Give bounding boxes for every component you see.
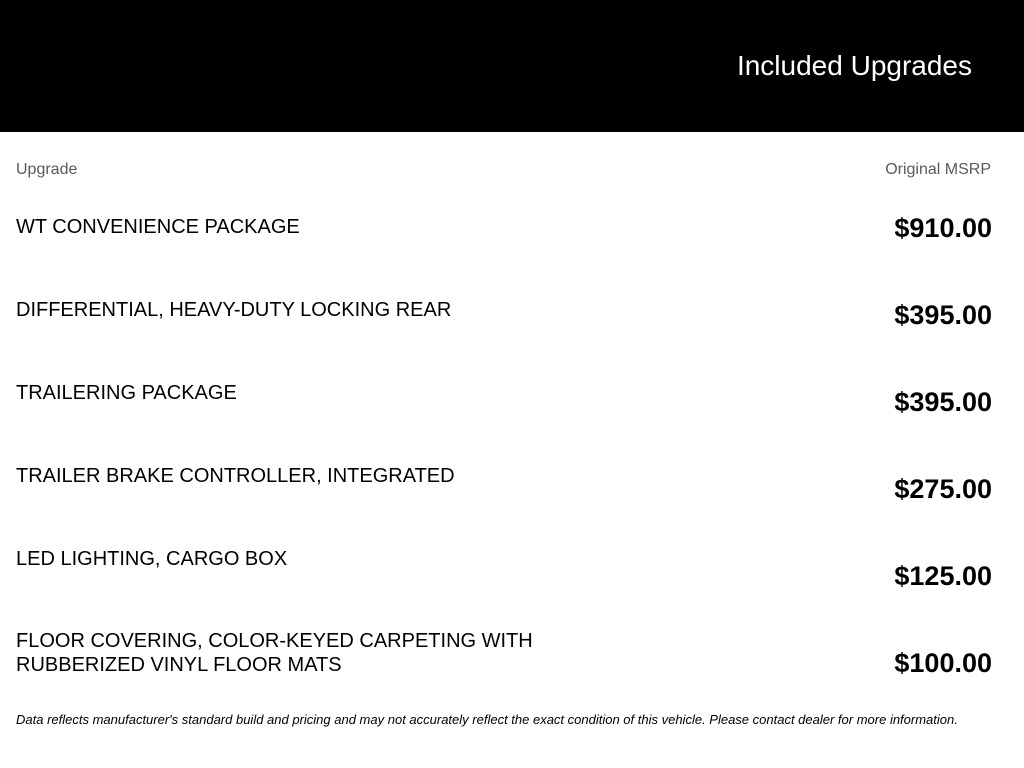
msrp-column-header: Original MSRP bbox=[885, 161, 991, 178]
upgrade-price: $395.00 bbox=[894, 300, 992, 330]
upgrade-price: $100.00 bbox=[894, 648, 992, 678]
page-title: Included Upgrades bbox=[736, 50, 972, 81]
upgrade-name: DIFFERENTIAL, HEAVY-DUTY LOCKING REAR bbox=[16, 299, 452, 321]
upgrade-name: FLOOR COVERING, COLOR-KEYED CARPETING WITH RUBBERIZED VINYL FLOOR MATS bbox=[16, 630, 533, 676]
page-header bbox=[0, 0, 1024, 132]
upgrade-name: TRAILER BRAKE CONTROLLER, INTEGRATED bbox=[16, 465, 455, 487]
upgrade-column-header: Upgrade bbox=[16, 161, 78, 178]
disclaimer-text: Data reflects manufacturer's standard build and pricing and may not accurately reflect the exact condition of this vehicle. Please contact dealer for more information. bbox=[16, 712, 958, 727]
upgrade-price: $125.00 bbox=[894, 561, 992, 591]
upgrade-price: $910.00 bbox=[894, 213, 992, 243]
upgrade-name: LED LIGHTING, CARGO BOX bbox=[16, 548, 288, 570]
upgrade-price: $275.00 bbox=[894, 474, 992, 504]
upgrade-price: $395.00 bbox=[894, 387, 992, 417]
upgrade-name: TRAILERING PACKAGE bbox=[16, 382, 237, 404]
upgrade-name: WT CONVENIENCE PACKAGE bbox=[16, 216, 300, 238]
